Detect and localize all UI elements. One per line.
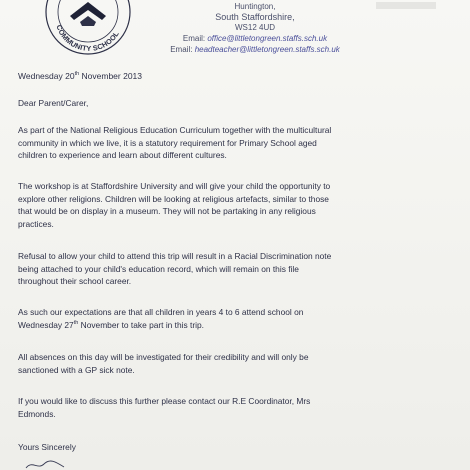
para1-line-2: community in which we live, it is a statutory requirement for Primary School aged <box>18 137 317 148</box>
email-row-headteacher <box>150 46 360 54</box>
paragraph-6 <box>18 395 456 420</box>
salutation <box>18 97 456 110</box>
svg-text:COMMUNITY SCHOOL <box>54 24 121 53</box>
para1-line-1: As part of the National Religious Education Curriculum together with the multicultural <box>18 125 332 135</box>
paragraph-3 <box>18 250 456 288</box>
signature-mark <box>24 458 84 470</box>
paragraph-1 <box>18 124 456 162</box>
address-line-1: Huntington, <box>234 2 276 11</box>
para4-line-2 <box>18 319 456 332</box>
email-label-office: Email: <box>182 34 206 43</box>
para3-line-3: throughout their school career. <box>18 276 132 287</box>
para3-line-2: being attached to your child's education record, which will remain on this file <box>18 263 299 274</box>
email-row-office <box>150 35 360 43</box>
para6-line-1: If you would like to discuss this further please contact our R.E Coordinator, Mrs <box>18 396 311 406</box>
address-line-3: WS12 4UD <box>234 23 275 32</box>
letter-date <box>18 70 456 83</box>
closing-text: Yours Sincerely <box>18 442 76 452</box>
email-office-link[interactable]: office@littletongreen.staffs.sch.uk <box>207 34 328 43</box>
para1-line-3: children to experience and learn about different cultures. <box>18 150 227 161</box>
para5-line-2: sanctioned with a GP sick note. <box>18 364 135 375</box>
faint-header-mark <box>376 0 446 12</box>
address-line-2: South Staffordshire, <box>215 12 295 22</box>
para5-line-1: All absences on this day will be investigated for their credibility and will only be <box>18 352 309 362</box>
para6-line-2: Edmonds. <box>18 408 56 419</box>
para4-date-ordinal: th <box>73 319 79 326</box>
email-headteacher-link[interactable]: headteacher@littletongreen.staffs.sch.uk <box>194 45 340 54</box>
para2-line-4: practices. <box>18 218 54 229</box>
paragraph-2 <box>18 180 456 230</box>
school-logo <box>40 0 136 60</box>
paragraph-4 <box>18 306 456 331</box>
paragraph-5 <box>18 351 456 376</box>
para2-line-1: The workshop is at Staffordshire University and will give your child the opportunity to <box>18 181 331 191</box>
closing <box>18 441 456 454</box>
para2-line-2: explore other religions. Children will be looking at religious artefacts, similar to those <box>18 193 329 204</box>
faint-mark-icon <box>376 0 446 12</box>
school-name-arc: COMMUNITY SCHOOL <box>54 23 121 53</box>
date-ordinal: th <box>74 71 80 78</box>
para3-line-1: Refusal to allow your child to attend this trip will result in a Racial Discrimination note <box>18 251 332 261</box>
para4-date-prefix: Wednesday 27 <box>18 319 74 330</box>
para4-line-2-rest: November to take part in this trip. <box>78 319 204 330</box>
salutation-text: Dear Parent/Carer, <box>18 98 89 108</box>
email-label-headteacher: Email: <box>170 45 193 54</box>
para2-line-3: that would be on display in a museum. They will not be partaking in any religious <box>18 206 316 217</box>
date-prefix: Wednesday 20 <box>18 71 75 81</box>
para4-line-1: As such our expectations are that all children in years 4 to 6 attend school on <box>18 307 304 317</box>
date-suffix: November 2013 <box>79 71 142 81</box>
